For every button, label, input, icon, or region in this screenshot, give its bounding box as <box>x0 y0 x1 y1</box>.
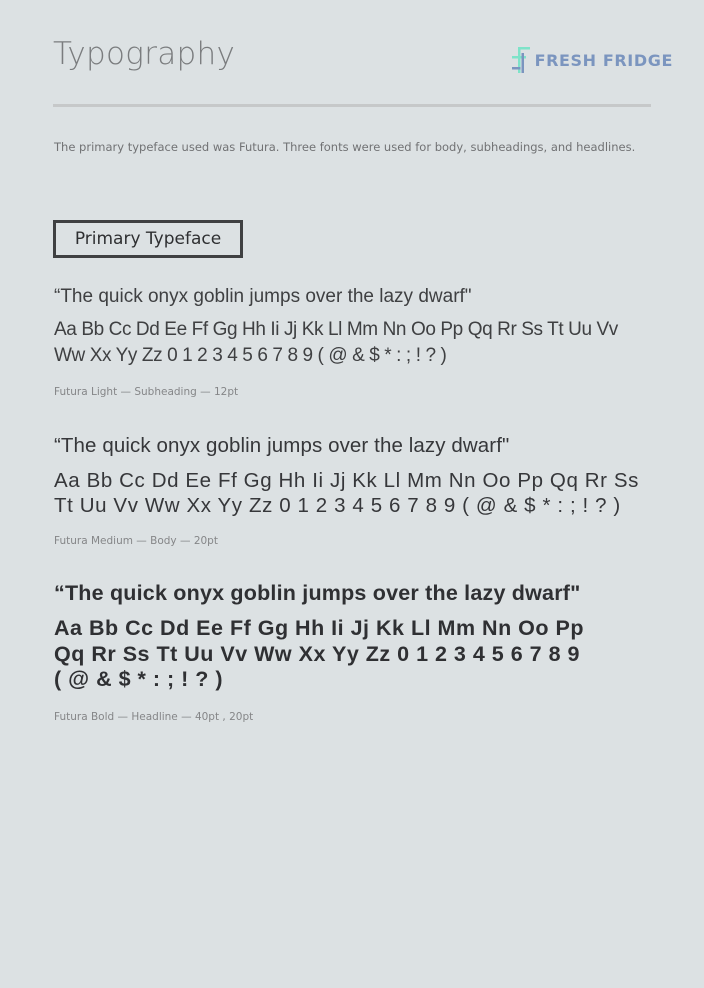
alphabet-line: ( @ & $ * : ; ! ? ) <box>54 667 224 691</box>
brand-logo <box>512 47 673 73</box>
brand-name: FRESH FRIDGE <box>534 50 673 70</box>
alphabet-sample <box>54 468 664 518</box>
intro-text: The primary typeface used was Futura. Three fonts were used for body, subheadings, and headlines. <box>54 140 636 154</box>
specimen-caption: Futura Light — Subheading — 12pt <box>54 386 239 398</box>
specimen-medium <box>54 434 664 547</box>
specimen-caption: Futura Bold — Headline — 40pt , 20pt <box>54 710 254 723</box>
alphabet-line: Aa Bb Cc Dd Ee Ff Gg Hh Ii Jj Kk Ll Mm Nn Oo Pp Qq Rr Ss <box>54 469 639 492</box>
alphabet-line: Ww Xx Yy Zz 0 1 2 3 4 5 6 7 8 9 ( @ & $ * : ; ! ? ) <box>54 345 447 366</box>
header-divider <box>53 104 651 107</box>
alphabet-sample <box>54 317 664 369</box>
alphabet-line: Qq Rr Ss Tt Uu Vv Ww Xx Yy Zz 0 1 2 3 4 5 6 7 8 9 <box>54 641 580 666</box>
alphabet-line: Aa Bb Cc Dd Ee Ff Gg Hh Ii Jj Kk Ll Mm Nn Oo Pp Qq Rr Ss Tt Uu Vv <box>54 319 618 340</box>
alphabet-sample <box>54 616 664 693</box>
pangram: “The quick onyx goblin jumps over the lazy dwarf" <box>54 286 472 307</box>
specimen-caption: Futura Medium — Body — 20pt <box>54 535 218 547</box>
specimen-bold <box>54 581 664 723</box>
alphabet-line: Tt Uu Vv Ww Xx Yy Zz 0 1 2 3 4 5 6 7 8 9 ( @ & $ * : ; ! ? ) <box>54 494 621 517</box>
pangram: “The quick onyx goblin jumps over the lazy dwarf" <box>54 581 581 605</box>
fridge-logo-icon <box>512 47 530 73</box>
pangram: “The quick onyx goblin jumps over the lazy dwarf" <box>54 434 510 457</box>
alphabet-line: Aa Bb Cc Dd Ee Ff Gg Hh Ii Jj Kk Ll Mm Nn Oo Pp <box>54 616 584 640</box>
specimen-light <box>54 286 664 398</box>
page-title: Typography <box>53 36 236 72</box>
section-heading: Primary Typeface <box>53 220 243 258</box>
